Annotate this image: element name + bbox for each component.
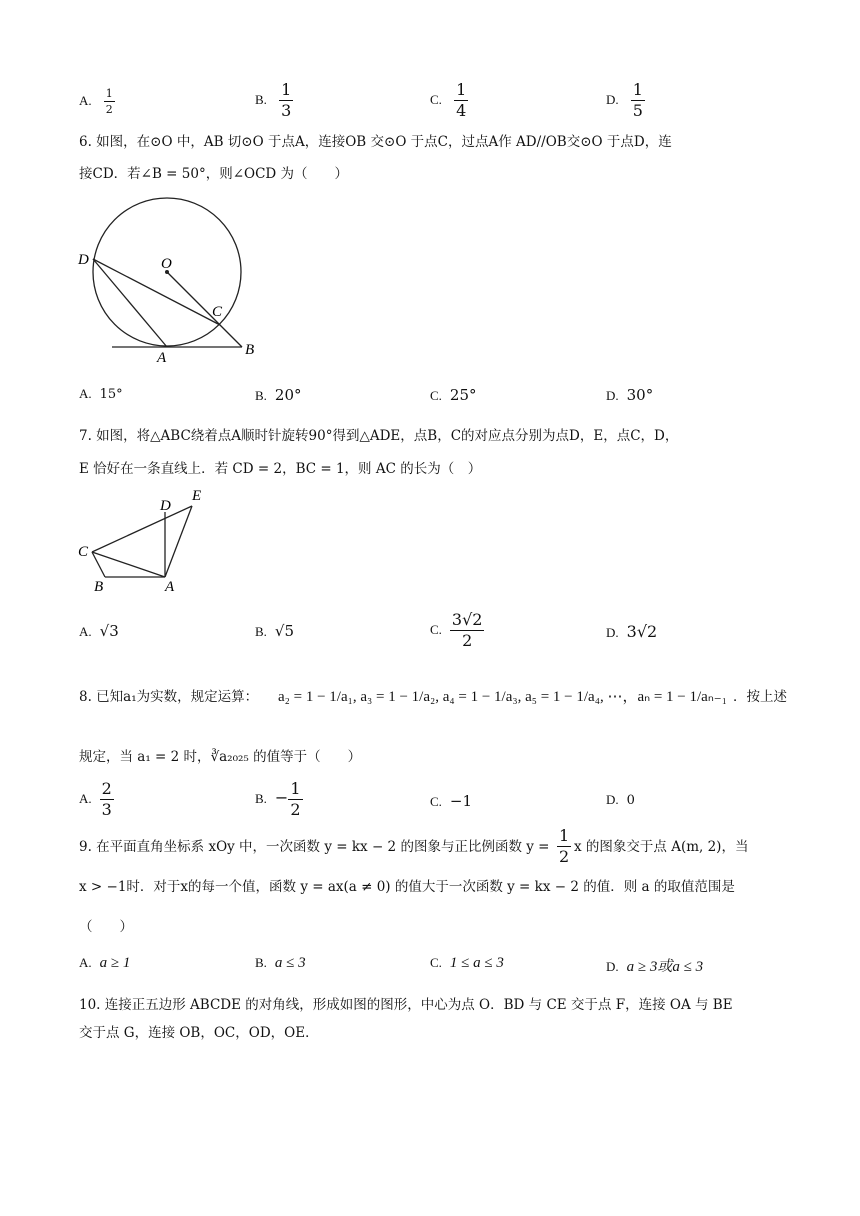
label-b: B <box>94 579 104 595</box>
q6-text-line2: 接CD．若∠B = 50°，则∠OCD 为（ ） <box>79 166 349 182</box>
q6-option-a[interactable]: A. 15° <box>79 386 123 402</box>
q9-option-d[interactable]: D. a ≥ 3或a ≤ 3 <box>606 959 704 975</box>
q5-option-d[interactable]: D. $\frac{1}{5}$ <box>606 80 643 120</box>
q6-figure-circle-tangent <box>70 190 270 365</box>
q9-option-c[interactable]: C. 1 ≤ a ≤ 3 <box>430 955 504 971</box>
q5-option-c[interactable]: C. $\frac{1}{4}$ <box>430 80 467 120</box>
label-a: A <box>157 350 167 365</box>
q7-option-d[interactable]: D. 3√2 <box>606 622 658 641</box>
label-e: E <box>192 488 202 504</box>
q9-option-b[interactable]: B. a ≤ 3 <box>255 955 306 971</box>
q5-option-b[interactable]: B. $\frac{1}{3}$ <box>255 80 292 120</box>
q8-option-b[interactable]: B. − $\frac{1}{2}$ <box>255 779 301 819</box>
q9-option-a[interactable]: A. a ≥ 1 <box>79 955 131 971</box>
q8-text-line2: 规定，当 a₁ = 2 时，∛a₂₀₂₅ 的值等于（ ） <box>79 749 362 765</box>
segment-cd <box>93 259 220 325</box>
q8-option-d[interactable]: D. 0 <box>606 792 635 808</box>
q9-text-line2: x > −1时．对于x的每一个值，函数 y = ax(a ≠ 0) 的值大于一次函数 y = kx − 2 的值．则 a 的取值范围是 <box>79 879 735 895</box>
q8-text-line1-suffix: ．按上述 <box>733 689 787 705</box>
q7-option-c[interactable]: C. $\frac{3√2}{2}$ <box>430 610 483 650</box>
segment-ad <box>93 259 167 347</box>
fraction: $\frac{1}{2}$ <box>105 87 113 116</box>
q9-fraction-one-half: $\frac{1}{2}$ <box>559 826 570 866</box>
fraction: $\frac{1}{5}$ <box>632 80 643 120</box>
fraction: $\frac{3√2}{2}$ <box>451 610 483 650</box>
label-b: B <box>245 342 255 358</box>
q9-text-line1-b: x 的图象交于点 A(m, 2)，当 <box>574 839 749 855</box>
q7-option-b[interactable]: B. √5 <box>255 622 295 640</box>
q8-option-a[interactable]: A. $\frac{2}{3}$ <box>79 779 112 819</box>
q7-option-a[interactable]: A. √3 <box>79 622 119 640</box>
q9-text-line3: （ ） <box>79 919 133 935</box>
q7-figure-rotated-triangles <box>70 482 220 597</box>
q6-option-d[interactable]: D. 30° <box>606 386 654 404</box>
q7-text-line2: E 恰好在一条直线上．若 CD = 2，BC = 1，则 AC 的长为（ ） <box>79 461 482 477</box>
q6-option-b[interactable]: B. 20° <box>255 386 302 404</box>
label-c: C <box>78 544 89 560</box>
q6-text-line1: 6. 如图，在⊙O 中，AB 切⊙O 于点A，连接OB 交⊙O 于点C，过点A作 AD//OB交⊙O 于点D，连 <box>79 134 672 150</box>
q8-option-c[interactable]: C. −1 <box>430 792 473 810</box>
label-a: A <box>165 579 175 595</box>
q5-option-a[interactable]: A. $\frac{1}{2}$ <box>79 87 113 116</box>
q10-text-line2: 交于点 G，连接 OB，OC，OD，OE． <box>79 1025 319 1041</box>
q8-text-line1-prefix: 8. 已知a₁为实数，规定运算： <box>79 689 259 705</box>
label-c: C <box>212 304 223 320</box>
q10-text-line1: 10. 连接正五边形 ABCDE 的对角线，形成如图的图形，中心为点 O．BD 与 CE 交于点 F，连接 OA 与 BE <box>79 997 733 1013</box>
fraction: $\frac{2}{3}$ <box>101 779 112 819</box>
fraction: $\frac{1}{4}$ <box>456 80 467 120</box>
q7-text-line1: 7. 如图，将△ABC绕着点A顺时针旋转90°得到△ADE，点B，C的对应点分别为点D，E，点C，D， <box>79 428 679 444</box>
label-d: D <box>78 252 89 268</box>
q8-recurrence-formula: a₂ = 1 − 1/a₁, a₃ = 1 − 1/a₂, a₄ = 1 − 1/a₃, a₅ = 1 − 1/a₄, ⋯，aₙ = 1 − 1/aₙ₋₁ <box>278 689 727 705</box>
q9-text-line1-a: 9. 在平面直角坐标系 xOy 中，一次函数 y = kx − 2 的图象与正比例函数 y = <box>79 839 550 855</box>
fraction: $\frac{1}{2}$ <box>290 779 301 819</box>
fraction: $\frac{1}{3}$ <box>281 80 292 120</box>
label-o: O <box>161 256 172 272</box>
label-d: D <box>160 498 171 514</box>
q6-option-c[interactable]: C. 25° <box>430 386 477 404</box>
